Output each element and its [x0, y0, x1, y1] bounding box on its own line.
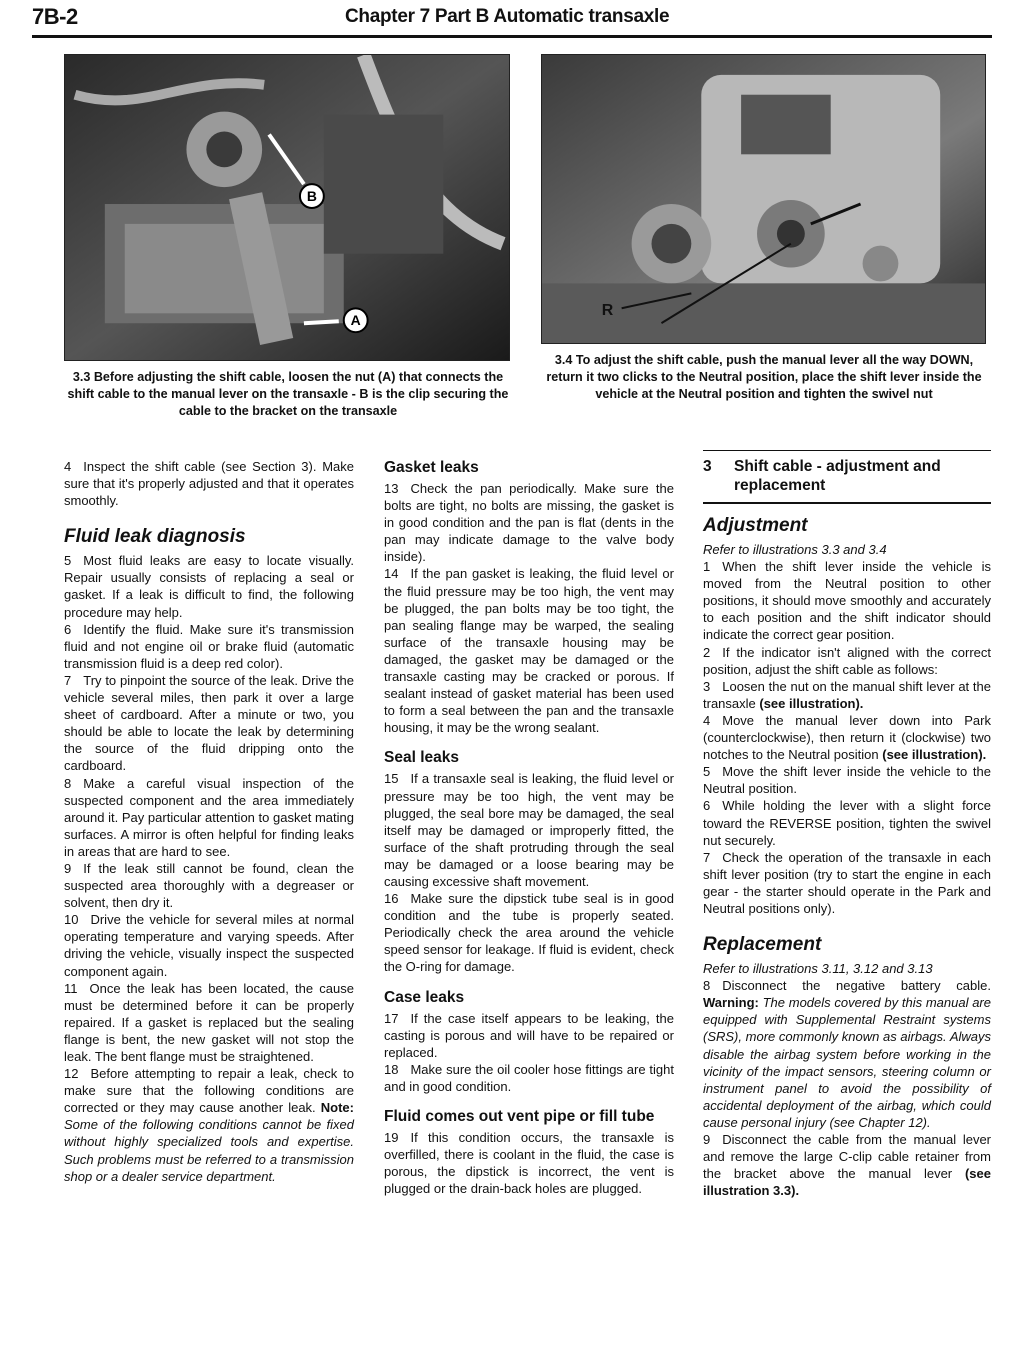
column-2 — [384, 458, 674, 1197]
heading-gasket-leaks: Gasket leaks — [384, 459, 479, 476]
paragraph-1: 1 When the shift lever inside the vehicle is moved from the Neutral position to other positions, it should move smoothly and accurately to each position and the shift indicator should indicate the correct gear position. — [703, 559, 991, 643]
paragraph-7-adjust: 7 Check the operation of the transaxle in each shift lever position (try to start the engine in each gear - the starter should operate in the Park and Neutral positions only). — [703, 849, 991, 916]
paragraph-14: 14 If the pan gasket is leaking, the fluid level or the fluid pressure may be too high, the vent may be plugged, the pan bolts may be too tight, the pan sealing flange may be warped, the sealing surface of the transaxle housing may be damaged, the gasket may be damaged or the transaxle casting may be cracked or porous. If sealant instead of gasket material has been used to form a seal between the pan and the transaxle housing, it may be the wrong sealant. — [384, 566, 674, 736]
paragraph-8: 8 Make a careful visual inspection of the suspected component and the area immediately around it. Pay particular attention to gasket mating surfaces. A mirror is often helpful for finding leaks in areas that are hard to see. — [64, 775, 354, 859]
paragraph-15: 15 If a transaxle seal is leaking, the fluid level or pressure may be too high, the vent may be plugged, the seal bore may be damaged, the seal itself may be damaged or improperly fitted, the surface of the shaft protruding through the seal may be damaged or a loose bearing may be causing excessive shaft movement. — [384, 771, 674, 889]
callout-a: A — [350, 312, 361, 329]
figure-3-4-caption: 3.4 To adjust the shift cable, push the manual lever all the way DOWN, return it two clicks to the Neutral position, place the shift lever inside the vehicle at the Neutral position and tighten the swivel nut — [546, 353, 982, 401]
paragraph-19: 19 If this condition occurs, the transaxle is overfilled, there is coolant in the fluid, the case is porous, the dipstick is incorrect, the vent is plugged or the drain-back holes are plugged. — [384, 1130, 674, 1197]
section-rule-bottom — [703, 502, 991, 504]
chapter-title: Chapter 7 Part B Automatic transaxle — [345, 6, 670, 27]
heading-vent-pipe: Fluid comes out vent pipe or fill tube — [384, 1108, 655, 1125]
paragraph-2: 2 If the indicator isn't aligned with the correct position, adjust the shift cable as follows: — [703, 644, 991, 677]
paragraph-6: 6 Identify the fluid. Make sure it's transmission fluid and not engine oil or brake fluid (automatic transmission fluid is a deep red color). — [64, 621, 354, 671]
figure-3-3-caption: 3.3 Before adjusting the shift cable, loosen the nut (A) that connects the shift cable to the manual lever on the transaxle - B is the clip securing the cable to the bracket on the transaxle — [67, 370, 509, 418]
paragraph-13: 13 Check the pan periodically. Make sure the bolts are tight, no bolts are missing, the gasket is in good condition and the pan is flat (dents in the pan may indicate damage to the valve body inside). — [384, 481, 674, 565]
column-1 — [64, 458, 354, 1185]
paragraph-4-adjust: 4 Move the manual lever down into Park (counterclockwise), then return it (clockwise) two notches to the Neutral position (see illustration). — [703, 712, 991, 763]
paragraph-3: 3 Loosen the nut on the manual shift lever at the transaxle (see illustration). — [703, 678, 991, 711]
section-title — [703, 455, 991, 499]
adjustment-reference: Refer to illustrations 3.3 and 3.4 — [703, 542, 887, 557]
paragraph-8-replace: 8 Disconnect the negative battery cable. Warning: The models covered by this manual are equipped with Supplemental Restraint systems (SRS), more commonly known as airbags. Always disable the airbag system before working in the vicinity of the impact sensors, steering column or instrument panel to avoid the possibility of accidental deployment of the airbag, which could cause personal injury (see Chapter 12). — [703, 978, 991, 1130]
section-title-text: Shift cable - adjustment and replacement — [734, 458, 941, 494]
warning-text: The models covered by this manual are equipped with Supplemental Restraint systems (SRS), more commonly known as airbags. Always disable the airbag system before working in the vicinity of the impact sensors, steering column or instrument panel to avoid the possibility of accidental deployment of the airbag, which could cause personal injury (see Chapter 12). — [703, 995, 991, 1130]
heading-replacement: Replacement — [703, 934, 822, 956]
transaxle-photo-image — [65, 55, 509, 360]
figure-3-4-photo — [541, 54, 986, 344]
column-3 — [703, 450, 991, 1199]
paragraph-10: 10 Drive the vehicle for several miles at normal operating temperature and varying speeds. After driving the vehicle, visually inspect the suspected component again. — [64, 912, 354, 979]
callout-r: R — [601, 302, 614, 320]
paragraph-7: 7 Try to pinpoint the source of the leak. Drive the vehicle several miles, then park it over a large sheet of cardboard. After a minute or two, you should be able to locate the leak by determining the source of the fluid dripping onto the cardboard. — [64, 672, 354, 774]
warning-label: Warning: — [703, 995, 759, 1011]
callout-b: B — [306, 188, 317, 205]
figure-3-3-photo — [64, 54, 510, 361]
paragraph-18: 18 Make sure the oil cooler hose fittings are tight and in good condition. — [384, 1061, 674, 1094]
paragraph-12: 12 Before attempting to repair a leak, check to make sure that the following conditions are corrected or they may cause another leak. Note: Some of the following conditions cannot be fixed without highly specialized tools and expertise. Such problems must be referred to a transmission shop or a dealer service department. — [64, 1066, 354, 1184]
paragraph-16: 16 Make sure the dipstick tube seal is in good condition and the tube is properly seated. Periodically check the area around the vehicle speed sensor for leakage. If fluid is evident, check the O-ring for damage. — [384, 891, 674, 975]
page-header — [32, 2, 992, 38]
heading-case-leaks: Case leaks — [384, 988, 465, 1006]
note-label: Note: — [320, 1100, 354, 1116]
section-number: 3 — [703, 458, 712, 475]
paragraph-9-replace: 9 Disconnect the cable from the manual lever and remove the large C-clip cable retainer from the bracket above the manual lever (see illustration 3.3). — [703, 1132, 991, 1199]
heading-fluid-leak-diagnosis: Fluid leak diagnosis — [64, 526, 246, 548]
heading-adjustment: Adjustment — [703, 515, 808, 536]
paragraph-4: 4 Inspect the shift cable (see Section 3). Make sure that it's properly adjusted and that it operates smoothly. — [64, 459, 354, 509]
paragraph-9: 9 If the leak still cannot be found, clean the suspected area thoroughly with a degreaser or solvent, then dry it. — [64, 860, 354, 911]
section-rule-top — [703, 450, 991, 451]
paragraph-5-adjust: 5 Move the shift lever inside the vehicle to the Neutral position. — [703, 764, 991, 797]
paragraph-6-adjust: 6 While holding the lever with a slight force toward the REVERSE position, tighten the swivel nut securely. — [703, 798, 991, 848]
page-number: 7B-2 — [32, 4, 78, 29]
replacement-reference: Refer to illustrations 3.11, 3.12 and 3.13 — [703, 961, 933, 977]
paragraph-11: 11 Once the leak has been located, the cause must be determined before it can be properly repaired. If a gasket is replaced but the sealing flange is bent, the new gasket will not stop the leak. The bent flange must be straightened. — [64, 980, 354, 1064]
heading-seal-leaks: Seal leaks — [384, 749, 459, 767]
shift-lever-photo-image — [542, 55, 985, 343]
paragraph-17: 17 If the case itself appears to be leaking, the casting is porous and will have to be repaired or replaced. — [384, 1010, 674, 1060]
paragraph-5: 5 Most fluid leaks are easy to locate visually. Repair usually consists of replacing a seal or gasket. If a leak is difficult to find, the following procedure may help. — [64, 553, 354, 620]
note-text: Some of the following conditions cannot be fixed without highly specialized tools and expertise. Such problems must be referred to a transmission shop or a dealer service department. — [64, 1117, 354, 1184]
